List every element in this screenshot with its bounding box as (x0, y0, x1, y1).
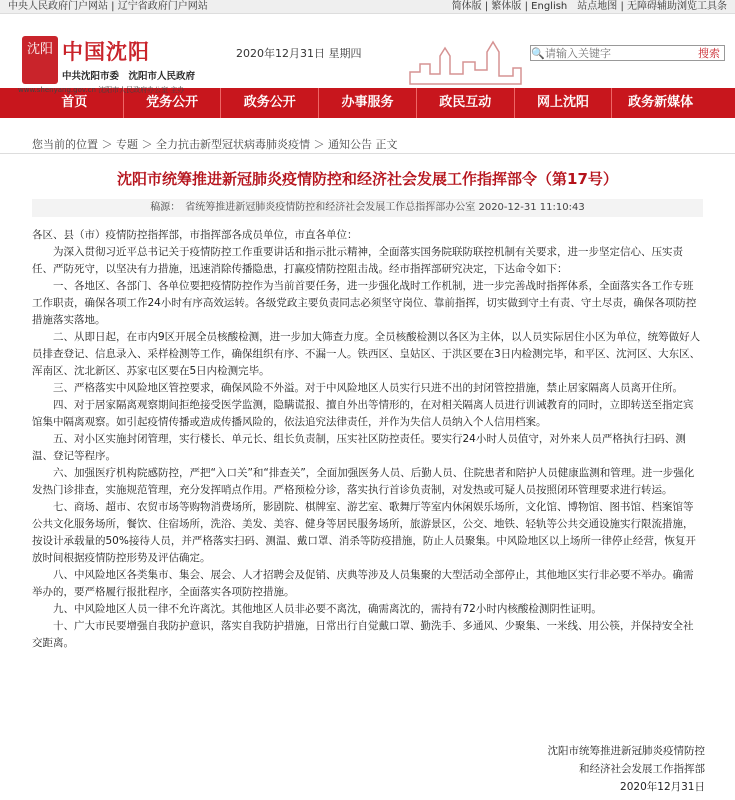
nav-interaction[interactable]: 政民互动 (417, 88, 515, 118)
search-icon: 🔍 (531, 46, 545, 60)
paragraph: 九、中风险地区人员一律不允许离沈。其他地区人员非必要不离沈，确需离沈的，需持有72小时内核酸检测阴性证明。 (53, 603, 602, 615)
signature-line: 和经济社会发展工作指挥部 (579, 763, 705, 775)
topbar-left: 中央人民政府门户网站 | 辽宁省政府门户网站 (8, 1, 208, 12)
nav-home[interactable]: 首页 (26, 88, 124, 118)
paragraph: 六、加强医疗机构院感防控，严把“入口关”和“排查关”，全面加强医务人员、后勤人员、住院患者和陪护人员健康监测和管理。进一步强化发热门诊排查，实施规范管理，充分发挥哨点作用。严格预检分诊，落实执行首诊负责制，对发热或可疑人员按照闭环管理要求进行转运。 (32, 467, 695, 496)
signature-line: 沈阳市统筹推进新冠肺炎疫情防控 (547, 745, 705, 757)
paragraph: 一、各地区、各部门、各单位要把疫情防控作为当前首要任务，进一步强化战时工作机制，进一步完善战时指挥体系，全面落实各工作专班工作职责，确保各项工作24小时有序高效运转。各级党政主要负责同志必须坚守岗位、靠前指挥，切实做到守土有责、守土尽责，确保各项防控措施落实落地。 (32, 280, 697, 326)
nav-services[interactable]: 办事服务 (319, 88, 417, 118)
site-url: www.shenyang.gov.cn 沈阳市人民政府办公室 主办 (18, 86, 185, 94)
link-accessibility[interactable]: 无障碍辅助浏览工具条 (627, 1, 727, 12)
site-header (0, 14, 735, 94)
paragraph: 各区、县（市）疫情防控指挥部，市指挥部各成员单位，市直各单位： (32, 229, 358, 241)
search-box (530, 45, 725, 61)
paragraph: 四、对于居家隔离观察期间拒绝接受医学监测，隐瞒谎报、擅自外出等情形的，在对相关隔离人员进行训诫教育的同时，立即转送至指定宾馆集中隔离观察。如引起疫情传播或造成传播风险的，依法追究法律责任，并作为失信人员纳入个人信用档案。 (32, 399, 694, 428)
paragraph: 十、广大市民要增强自我防护意识，落实自我防护措施，日常出行自觉戴口罩、勤洗手、多通风、少聚集、一米线、用公筷，并保持安全社交距离。 (32, 620, 694, 649)
paragraph: 为深入贯彻习近平总书记关于疫情防控工作重要讲话和指示批示精神，全面落实国务院联防联控机制有关要求，进一步坚定信心、压实责任、严防死守，以坚决有力措施，迅速消除传播隐患，打赢疫情防控阻击战。经市指挥部研究决定，下达命令如下： (32, 246, 683, 275)
site-subtitle: 中共沈阳市委 沈阳市人民政府 (62, 71, 196, 82)
link-traditional[interactable]: 繁体版 (491, 1, 522, 12)
signature-date: 2020年12月31日 (620, 781, 705, 793)
site-title[interactable]: 中国沈阳 (62, 39, 150, 64)
nav-online-shenyang[interactable]: 网上沈阳 (515, 88, 613, 118)
search-button[interactable]: 搜索 (698, 47, 720, 60)
signature-block (548, 742, 706, 796)
nav-gov-affairs[interactable]: 政务公开 (221, 88, 319, 118)
article-title: 沈阳市统筹推进新冠肺炎疫情防控和经济社会发展工作指挥部令（第17号） (117, 170, 618, 188)
link-central-gov[interactable]: 中央人民政府门户网站 (8, 1, 108, 12)
paragraph: 五、对小区实施封闭管理，实行楼长、单元长、组长负责制，压实社区防控责任。要实行24小时人员值守，对外来人员严格执行扫码、测温、登记等程序。 (32, 433, 686, 462)
link-simplified[interactable]: 简体版 (451, 1, 482, 12)
top-utility-bar (0, 0, 735, 14)
search-input[interactable] (545, 46, 694, 60)
topbar-right: 简体版 | 繁体版 | English 站点地图 | 无障碍辅助浏览工具条 (451, 1, 727, 12)
article-body (32, 227, 703, 652)
nav-party-affairs[interactable]: 党务公开 (124, 88, 222, 118)
brand-block (18, 36, 196, 94)
paragraph: 七、商场、超市、农贸市场等购物消费场所，影剧院、棋牌室、游艺室、歌舞厅等室内休闲娱乐场所，文化馆、博物馆、图书馆、档案馆等公共文化服务场所，餐饮、住宿场所，洗浴、美发、美容、健身等居民服务场所，旅游景区，公交、地铁、轻轨等公共交通设施实行限流措施，按设计承载量的50%接待人员，并严格落实扫码、测温、戴口罩、消杀等防疫措施，防止人员聚集。中风险地区以上场所一律停止经营，恢复开放时间根据疫情防控形势及评估确定。 (32, 501, 696, 564)
link-english[interactable]: English (531, 1, 568, 12)
article-source: 稿源： 省统筹推进新冠肺炎疫情防控和经济社会发展工作总指挥部办公室 2020-12-31 11:10:43 (32, 199, 703, 217)
paragraph: 二、从即日起，在市内9区开展全员核酸检测，进一步加大筛查力度。全员核酸检测以各区为主体，以人员实际居住小区为单位，统筹做好人员排查登记、信息录入、采样检测等工作，确保组织有序、不漏一人。铁西区、皇姑区、于洪区要在3日内检测完毕，和平区、沈河区、大东区、浑南区、沈北新区、苏家屯区要在5日内检测完毕。 (32, 331, 701, 377)
current-date: 2020年12月31日 星期四 (236, 47, 362, 60)
paragraph: 八、中风险地区各类集市、集会、展会、人才招聘会及促销、庆典等涉及人员集聚的大型活动全部停止，其他地区实行非必要不举办。确需举办的，要严格履行报批程序，全面落实各项防控措施。 (32, 569, 694, 598)
link-liaoning-gov[interactable]: 辽宁省政府门户网站 (117, 1, 208, 12)
link-sitemap[interactable]: 站点地图 (577, 1, 618, 12)
nav-new-media[interactable]: 政务新媒体 (628, 95, 694, 110)
city-seal-logo[interactable]: 沈阳 (22, 36, 58, 84)
breadcrumb[interactable]: 您当前的位置 ＞ 专题 ＞ 全力抗击新型冠状病毒肺炎疫情 ＞ 通知公告 正文 (0, 136, 735, 154)
paragraph: 三、严格落实中风险地区管控要求，确保风险不外溢。对于中风险地区人员实行只进不出的封闭管控措施，禁止居家隔离人员离开住所。 (53, 382, 683, 394)
landmark-skyline-icon (405, 34, 525, 86)
